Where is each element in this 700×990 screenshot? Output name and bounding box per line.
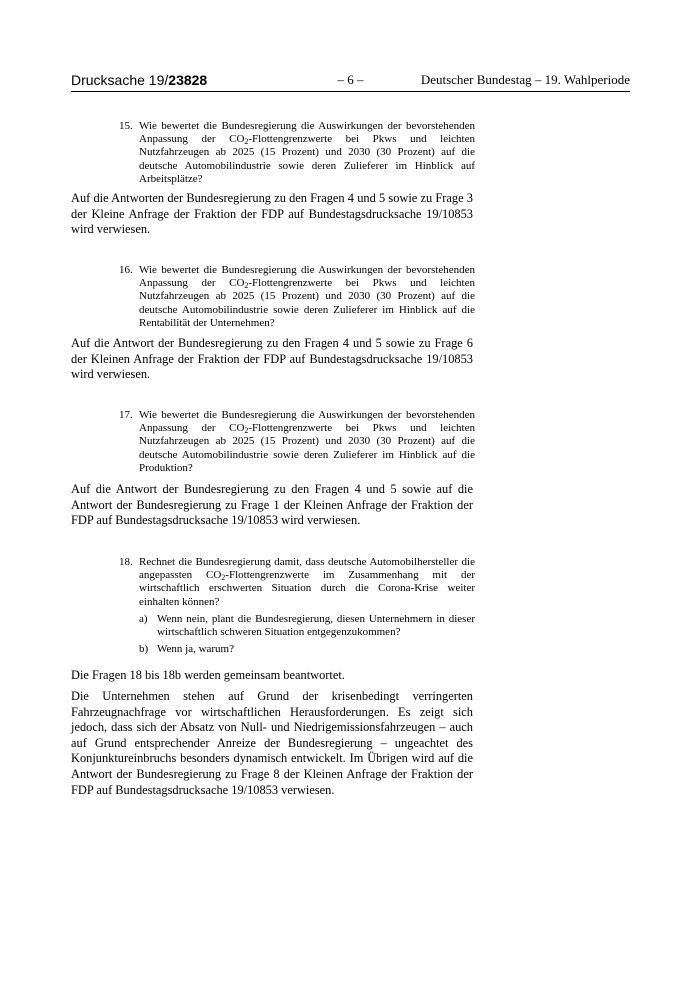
question-number: 17. bbox=[119, 409, 133, 421]
question-number: 15. bbox=[119, 120, 133, 132]
parliament-label: Deutscher Bundestag – 19. Wahlperiode bbox=[420, 72, 630, 87]
question-text: Wie bewertet die Bundesregierung die Auswirkungen der bevorstehenden Anpassung der $CO_2$-Flottengrenzwerte bei Pkws und leichten Nutzfahrzeugen ab 2025 (15 Prozent) und 2030 (30 Prozent) auf die deutsche Automobilindustrie sowie deren Zulieferer im Hinblick auf die Produktion? bbox=[139, 409, 475, 474]
question-text: Wie bewertet die Bundesregierung die Auswirkungen der bevorstehenden Anpassung der $CO_2$-Flottengrenzwerte bei Pkws und leichten Nutzfahrzeugen ab 2025 (15 Prozent) und 2030 (30 Prozent) auf die deutsche Automobilindustrie sowie deren Zulieferer im Hinblick auf die Rentabilität der Unternehmen? bbox=[139, 264, 475, 329]
question-text: Wie bewertet die Bundesregierung die Auswirkungen der bevorstehenden Anpassung der $CO_2$-Flottengrenzwerte bei Pkws und leichten Nutzfahrzeugen ab 2025 (15 Prozent) und 2030 (30 Prozent) auf die deutsche Automobilindustrie sowie deren Zulieferer im Hinblick auf Arbeitsplätze? bbox=[139, 120, 475, 185]
answer-15: Auf die Antworten der Bundesregierung zu den Fragen 4 und 5 sowie zu Frage 3 der Kleine Anfrage der Fraktion der FDP auf Bundestagsdrucksache 19/10853 wird verwiesen. bbox=[71, 191, 473, 237]
answer-17: Auf die Antwort der Bundesregierung zu den Fragen 4 und 5 sowie auf die Antwort der Bundesregierung zu Frage 1 der Kleinen Anfrage der Fraktion der FDP auf Bundestagsdrucksache 19/10853 wird verwiesen. bbox=[71, 482, 473, 528]
answer-16: Auf die Antwort der Bundesregierung zu den Fragen 4 und 5 sowie zu Frage 6 der Kleinen Anfrage der Fraktion der FDP auf Bundestagsdrucksache 19/10853 wird verwiesen. bbox=[71, 336, 473, 382]
header-rule bbox=[71, 91, 630, 92]
question-17 bbox=[119, 409, 475, 475]
page-number: – 6 – bbox=[337, 72, 364, 87]
document-number: Drucksache 19/23828 bbox=[71, 72, 208, 88]
question-15 bbox=[119, 120, 475, 186]
sub-question-label: b) bbox=[139, 643, 149, 655]
question-number: 16. bbox=[119, 264, 133, 276]
sub-question-text: Wenn nein, plant die Bundesregierung, diesen Unternehmern in dieser wirtschaftlich schweren Situation entgegenzukommen? bbox=[157, 613, 475, 639]
question-text: Rechnet die Bundesregierung damit, dass deutsche Automobilhersteller die angepassten $CO_2$-Flottengrenzwerte im Zusammenhang mit der wirtschaftlich erschwerten Situation durch die Corona-Krise weiter einhalten können? bbox=[139, 556, 475, 608]
sub-question-text: Wenn ja, warum? bbox=[157, 643, 234, 655]
sub-question-label: a) bbox=[139, 613, 148, 625]
question-16 bbox=[119, 264, 475, 330]
sub-question-18a bbox=[139, 613, 475, 639]
answer-18: Die Unternehmen stehen auf Grund der krisenbedingt verringerten Fahrzeugnachfrage vor wirtschaftlichen Herausforderungen. Es zeigt sich jedoch, dass sich der Absatz von Null- und Niedrigemissionsfahrzeugen – auch auf Grund entsprechender Anreize der Bundesregierung – ungeachtet des Konjunktureinbruchs besonders dynamisch entwickelt. Im Übrigen wird auf die Antwort der Bundesregierung zu Frage 8 der Kleinen Anfrage der Fraktion der FDP auf Bundestagsdrucksache 19/10853 verwiesen. bbox=[71, 689, 473, 797]
question-18 bbox=[119, 556, 475, 609]
page-header bbox=[71, 71, 630, 89]
sub-question-18b bbox=[139, 643, 475, 656]
question-number: 18. bbox=[119, 556, 133, 568]
answer-18-intro: Die Fragen 18 bis 18b werden gemeinsam beantwortet. bbox=[71, 668, 345, 682]
